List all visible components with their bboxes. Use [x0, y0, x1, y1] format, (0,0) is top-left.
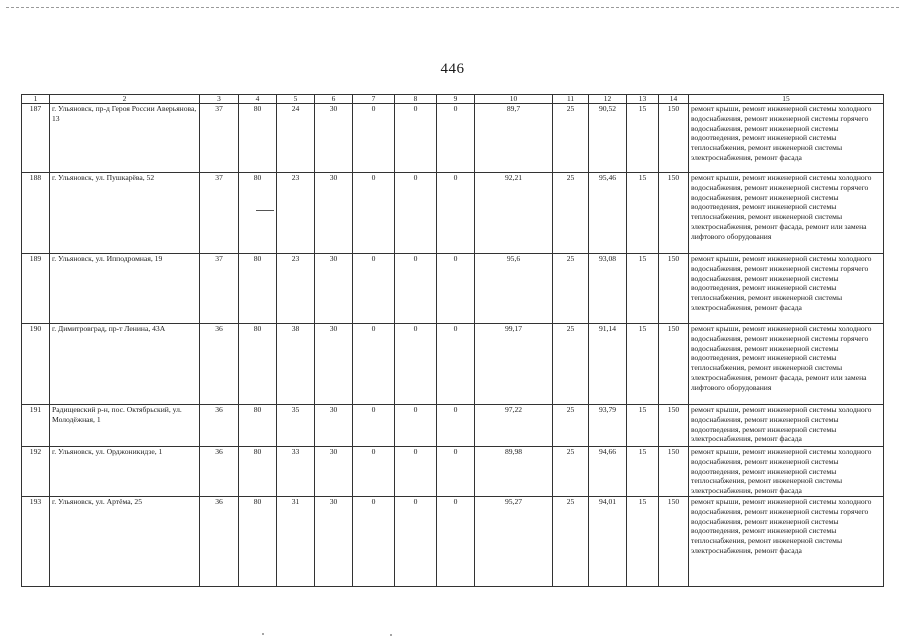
scan-speck — [262, 633, 264, 635]
table-cell: 0 — [353, 405, 395, 447]
table-cell: 0 — [353, 173, 395, 254]
table-cell: 150 — [659, 104, 689, 173]
column-header: 4 — [239, 95, 277, 104]
table-cell: 150 — [659, 405, 689, 447]
table-row — [22, 104, 884, 173]
repair-works-cell: ремонт крыши, ремонт инженерной системы холодного водоснабжения, ремонт инженерной системы водоотведения, ремонт инженерной системы электроснабжения, ремонт фасада — [689, 405, 884, 447]
row-number: 187 — [22, 104, 50, 173]
column-header: 10 — [475, 95, 553, 104]
table-cell: 0 — [437, 173, 475, 254]
column-header: 9 — [437, 95, 475, 104]
table-cell: 36 — [200, 497, 239, 587]
repair-works-cell: ремонт крыши, ремонт инженерной системы холодного водоснабжения, ремонт инженерной системы горячего водоснабжения, ремонт инженерной системы водоотведения, ремонт инженерной системы теплоснабжения, ремонт инженерной системы электроснабжения, ремонт фасада, ремонт или замена лифтового оборудования — [689, 324, 884, 405]
address-cell: г. Ульяновск, пр-д Героя России Аверьянова, 13 — [50, 104, 200, 173]
column-header: 11 — [553, 95, 589, 104]
table-cell: 80 — [239, 405, 277, 447]
table-cell: 0 — [437, 405, 475, 447]
table-cell: 36 — [200, 405, 239, 447]
table-cell: 0 — [437, 447, 475, 497]
table-row — [22, 497, 884, 587]
table-cell: 30 — [315, 405, 353, 447]
table-cell: 89,98 — [475, 447, 553, 497]
table-cell: 80 — [239, 104, 277, 173]
table-cell: 15 — [627, 254, 659, 324]
table-cell: 92,21 — [475, 173, 553, 254]
address-cell: Радищевский р-н, пос. Октябрьский, ул. Молодёжная, 1 — [50, 405, 200, 447]
table-cell: 25 — [553, 104, 589, 173]
table-cell: 0 — [437, 104, 475, 173]
table-cell: 0 — [353, 254, 395, 324]
table-cell: 150 — [659, 173, 689, 254]
repair-works-cell: ремонт крыши, ремонт инженерной системы холодного водоснабжения, ремонт инженерной системы горячего водоснабжения, ремонт инженерной системы водоотведения, ремонт инженерной системы теплоснабжения, ремонт инженерной системы электроснабжения, ремонт фасада — [689, 104, 884, 173]
table-cell: 15 — [627, 173, 659, 254]
table-cell: 89,7 — [475, 104, 553, 173]
table-cell: 15 — [627, 497, 659, 587]
table-cell: 95,27 — [475, 497, 553, 587]
column-header: 14 — [659, 95, 689, 104]
table-cell: 15 — [627, 447, 659, 497]
table-cell: 95,46 — [589, 173, 627, 254]
table-cell: 25 — [553, 497, 589, 587]
table-cell: 30 — [315, 324, 353, 405]
table-cell: 0 — [437, 324, 475, 405]
table-cell: 97,22 — [475, 405, 553, 447]
table-cell: 80 — [239, 497, 277, 587]
table-cell: 94,01 — [589, 497, 627, 587]
table-cell: 95,6 — [475, 254, 553, 324]
table-cell: 0 — [353, 497, 395, 587]
address-cell: г. Ульяновск, ул. Ипподромная, 19 — [50, 254, 200, 324]
table-cell: 25 — [553, 324, 589, 405]
table-cell: 37 — [200, 254, 239, 324]
column-header: 5 — [277, 95, 315, 104]
scan-edge-line — [6, 7, 899, 8]
table-cell: 0 — [395, 173, 437, 254]
table-cell: 0 — [395, 324, 437, 405]
row-number: 192 — [22, 447, 50, 497]
address-cell: г. Ульяновск, ул. Артёма, 25 — [50, 497, 200, 587]
row-number: 189 — [22, 254, 50, 324]
table-cell: 35 — [277, 405, 315, 447]
repair-works-cell: ремонт крыши, ремонт инженерной системы холодного водоснабжения, ремонт инженерной системы горячего водоснабжения, ремонт инженерной системы водоотведения, ремонт инженерной системы теплоснабжения, ремонт инженерной системы электроснабжения, ремонт фасада, ремонт или замена лифтового оборудования — [689, 173, 884, 254]
table-row — [22, 254, 884, 324]
repair-works-cell: ремонт крыши, ремонт инженерной системы холодного водоснабжения, ремонт инженерной системы горячего водоснабжения, ремонт инженерной системы водоотведения, ремонт инженерной системы теплоснабжения, ремонт инженерной системы электроснабжения, ремонт фасада — [689, 497, 884, 587]
table-cell: 30 — [315, 104, 353, 173]
column-header: 3 — [200, 95, 239, 104]
column-header: 1 — [22, 95, 50, 104]
address-cell: г. Димитровград, пр-т Ленина, 43А — [50, 324, 200, 405]
table-cell: 0 — [353, 324, 395, 405]
table-cell: 93,08 — [589, 254, 627, 324]
table-cell: 25 — [553, 405, 589, 447]
table-cell: 93,79 — [589, 405, 627, 447]
table-cell: 80 — [239, 324, 277, 405]
table-cell: 30 — [315, 447, 353, 497]
table-cell: 37 — [200, 173, 239, 254]
table-cell: 30 — [315, 173, 353, 254]
repair-works-cell: ремонт крыши, ремонт инженерной системы холодного водоснабжения, ремонт инженерной системы водоотведения, ремонт инженерной системы теплоснабжения, ремонт инженерной системы электроснабжения, ремонт фасада — [689, 447, 884, 497]
table-cell: 80 — [239, 254, 277, 324]
table-cell: 31 — [277, 497, 315, 587]
table-cell: 91,14 — [589, 324, 627, 405]
row-number: 191 — [22, 405, 50, 447]
address-cell: г. Ульяновск, ул. Орджоникидзе, 1 — [50, 447, 200, 497]
table-cell: 0 — [395, 254, 437, 324]
table-cell: 30 — [315, 497, 353, 587]
repair-registry-table — [21, 94, 884, 587]
table-cell: 38 — [277, 324, 315, 405]
table-cell: 15 — [627, 104, 659, 173]
table-cell: 36 — [200, 447, 239, 497]
repair-works-cell: ремонт крыши, ремонт инженерной системы холодного водоснабжения, ремонт инженерной системы горячего водоснабжения, ремонт инженерной системы водоотведения, ремонт инженерной системы теплоснабжения, ремонт инженерной системы электроснабжения, ремонт фасада — [689, 254, 884, 324]
column-header: 6 — [315, 95, 353, 104]
table-cell: 25 — [553, 254, 589, 324]
table-cell: 15 — [627, 405, 659, 447]
table-row — [22, 447, 884, 497]
table-cell: 0 — [395, 405, 437, 447]
table-cell: 23 — [277, 254, 315, 324]
table-cell: 150 — [659, 324, 689, 405]
table-row — [22, 324, 884, 405]
header-row — [22, 95, 884, 104]
table-cell: 33 — [277, 447, 315, 497]
column-header: 2 — [50, 95, 200, 104]
scan-speck — [390, 634, 392, 636]
table-cell: 94,66 — [589, 447, 627, 497]
table-cell: 0 — [437, 497, 475, 587]
column-header: 13 — [627, 95, 659, 104]
table-cell: 36 — [200, 324, 239, 405]
table-cell: 0 — [395, 497, 437, 587]
table-cell: 24 — [277, 104, 315, 173]
table-cell: 0 — [437, 254, 475, 324]
table-row — [22, 173, 884, 254]
column-header: 7 — [353, 95, 395, 104]
table-cell: 23 — [277, 173, 315, 254]
column-header: 15 — [689, 95, 884, 104]
table-cell: 25 — [553, 447, 589, 497]
table-cell: 99,17 — [475, 324, 553, 405]
table-cell: 25 — [553, 173, 589, 254]
table-cell: 0 — [395, 104, 437, 173]
table-cell: 0 — [395, 447, 437, 497]
table-cell: 30 — [315, 254, 353, 324]
scan-mark — [256, 210, 274, 211]
page-number: 446 — [440, 61, 465, 77]
row-number: 190 — [22, 324, 50, 405]
row-number: 188 — [22, 173, 50, 254]
table-cell: 150 — [659, 254, 689, 324]
table-cell: 90,52 — [589, 104, 627, 173]
table-cell: 150 — [659, 497, 689, 587]
table-cell: 37 — [200, 104, 239, 173]
address-cell: г. Ульяновск, ул. Пушкарёва, 52 — [50, 173, 200, 254]
table-row — [22, 405, 884, 447]
table-cell: 0 — [353, 447, 395, 497]
column-header: 12 — [589, 95, 627, 104]
table-cell: 80 — [239, 447, 277, 497]
column-header: 8 — [395, 95, 437, 104]
table-cell: 150 — [659, 447, 689, 497]
table-cell: 80 — [239, 173, 277, 254]
table-cell: 0 — [353, 104, 395, 173]
row-number: 193 — [22, 497, 50, 587]
table-cell: 15 — [627, 324, 659, 405]
